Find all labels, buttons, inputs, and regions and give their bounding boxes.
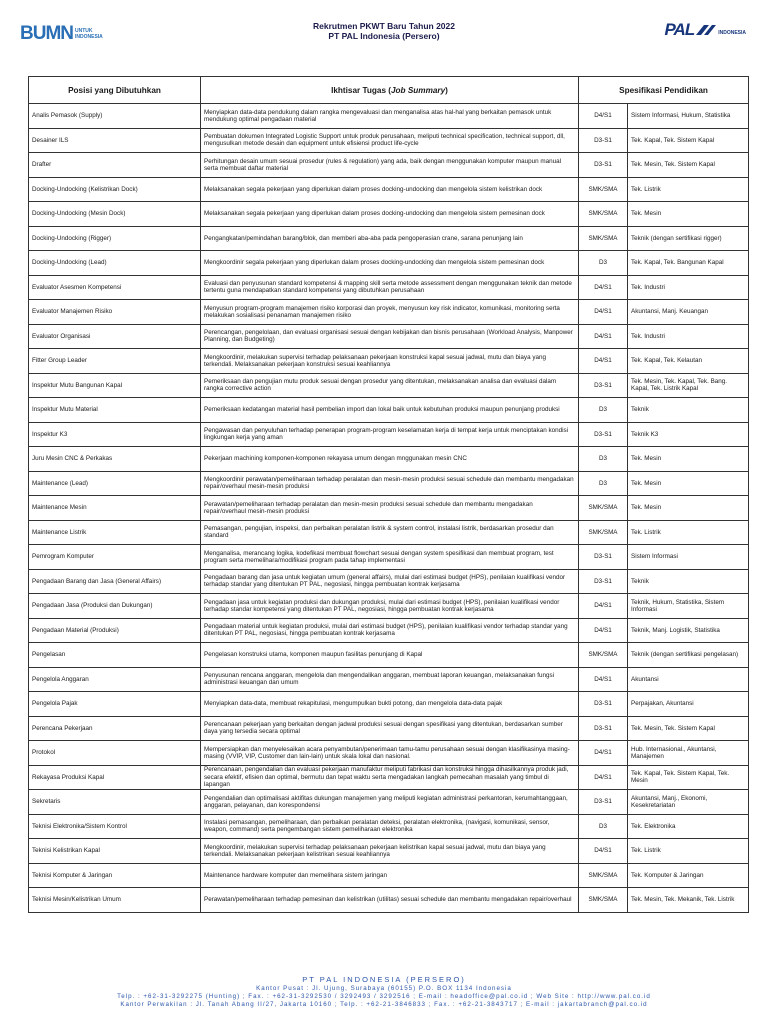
education-level-cell: SMK/SMA [579,863,628,888]
bumn-logo-word: BUMN [20,23,73,44]
position-cell: Evaluator Asesmen Kompetensi [29,275,201,300]
education-major-cell: Tek. Industri [628,324,749,349]
position-cell: Docking-Undocking (Lead) [29,251,201,276]
job-summary-cell: Pengadaan barang dan jasa untuk kegiatan umum (general affairs), mulai dari estimasi budget (HPS), penilaian kualifikasi vendor terhadap standar yang ditentukan PT PAL, negosiasi, hingga pembuatan kontrak kerjasama [201,569,579,594]
table-row [29,153,749,178]
education-level-cell: D4/S1 [579,324,628,349]
job-summary-cell: Perencanaan, pengendalian dan evaluasi pekerjaan manufaktur meliputi fabrikasi dan konstruksi hingga dihasilkannya produk jadi, secara efektif, efisien dan optimal, bermutu dan tepat waktu serta mengadakan langkah pemecahan masalah yang timbul di lapangan [201,765,579,790]
position-cell: Docking-Undocking (Kelistrikan Dock) [29,177,201,202]
position-cell: Inspektur K3 [29,422,201,447]
position-cell: Pengadaan Jasa (Produksi dan Dukungan) [29,594,201,619]
position-cell: Inspektur Mutu Material [29,398,201,423]
education-level-cell: D3-S1 [579,422,628,447]
position-cell: Teknisi Komputer & Jaringan [29,863,201,888]
position-cell: Perencana Pekerjaan [29,716,201,741]
job-summary-cell: Perawatan/pemeliharaan terhadap pemesinan dan kelistrikan (utilitas) sesuai schedule dan membantu mengadakan repair/overhaul [201,888,579,913]
position-cell: Evaluator Manajemen Risiko [29,300,201,325]
education-level-cell: SMK/SMA [579,643,628,668]
footer-branch-office: Kantor Perwakilan : Jl. Tanah Abang II/27, Jakarta 10160 ; Telp. : +62-21-3846833 ; Fax. : +62-21-3843717 ; E-mail : jakartabranch@pal.co.id [120,1001,648,1008]
footer-head-office: Kantor Pusat : Jl. Ujung, Surabaya (60155) P.O. BOX 1134 Indonesia [256,985,512,992]
education-level-cell: D3-S1 [579,373,628,398]
position-cell: Docking-Undocking (Rigger) [29,226,201,251]
education-major-cell: Tek. Mesin [628,496,749,521]
education-level-cell: D3-S1 [579,128,628,153]
education-level-cell: D3 [579,471,628,496]
job-summary-cell: Mengkoordinir perawatan/pemeliharaan terhadap peralatan dan mesin-mesin produksi sesuai schedule dan membantu mengadakan repair/overhaul mesin-mesin produksi [201,471,579,496]
position-cell: Evaluator Organisasi [29,324,201,349]
position-cell: Teknisi Elektronika/Sistem Kontrol [29,814,201,839]
education-level-cell: D4/S1 [579,104,628,129]
education-level-cell: D4/S1 [579,839,628,864]
education-level-cell: D3 [579,447,628,472]
position-cell: Pengelola Anggaran [29,667,201,692]
education-level-cell: D4/S1 [579,594,628,619]
table-row [29,863,749,888]
table-row [29,275,749,300]
education-level-cell: D4/S1 [579,667,628,692]
table-row [29,349,749,374]
education-major-cell: Tek. Komputer & Jaringan [628,863,749,888]
job-summary-cell: Menyiapkan data-data, membuat rekapitulasi, mengumpulkan bukti potong, dan mengelola data-data pajak [201,692,579,717]
bumn-logo-subtitle: UNTUK INDONESIA [75,27,103,40]
education-major-cell: Teknik, Manj. Logistik, Statistika [628,618,749,643]
education-major-cell: Tek. Kapal, Tek. Kelautan [628,349,749,374]
table-row [29,104,749,129]
position-cell: Inspektur Mutu Bangunan Kapal [29,373,201,398]
position-cell: Juru Mesin CNC & Perkakas [29,447,201,472]
job-summary-cell: Pemeriksaan kedatangan material hasil pembelian import dan lokal baik untuk kebutuhan produksi maupun penunjang produksi [201,398,579,423]
education-level-cell: D3-S1 [579,692,628,717]
table-row [29,300,749,325]
education-level-cell: SMK/SMA [579,177,628,202]
education-level-cell: D4/S1 [579,765,628,790]
education-major-cell: Tek. Industri [628,275,749,300]
position-cell: Maintenance (Lead) [29,471,201,496]
title-line-1: Rekrutmen PKWT Baru Tahun 2022 [312,21,455,31]
table-row [29,496,749,521]
job-summary-cell: Menyiapkan data-data pendukung dalam rangka mengevaluasi dan menganalisa atas hal-hal yang berkaitan pemasok untuk mendukung optimal pengadaan material [201,104,579,129]
job-summary-cell: Menyusun program-program manajemen risiko korporasi dan proyek, menyusun key risk indicator, komunikasi, monitoring serta melakukan sosialisasi penanaman manajemen risiko [201,300,579,325]
education-major-cell: Tek. Mesin [628,202,749,227]
position-cell: Teknisi Mesin/Kelistrikan Umum [29,888,201,913]
table-row [29,765,749,790]
education-major-cell: Tek. Kapal, Tek. Bangunan Kapal [628,251,749,276]
header-ikhtisar: Ikhtisar Tugas (Job Summary) [201,77,579,104]
position-cell: Maintenance Listrik [29,520,201,545]
position-cell: Pengadaan Material (Produksi) [29,618,201,643]
page-header [0,0,768,52]
education-major-cell: Hub. Internasional., Akuntansi, Manajemen [628,741,749,766]
table-row [29,520,749,545]
education-major-cell: Tek. Mesin, Tek. Kapal, Tek. Bang. Kapal, Tek. Listrik Kapal [628,373,749,398]
table-row [29,398,749,423]
education-major-cell: Perpajakan, Akuntansi [628,692,749,717]
education-level-cell: D3-S1 [579,790,628,815]
pal-swoosh-icon [695,23,717,37]
position-cell: Pemrogram Komputer [29,545,201,570]
job-summary-cell: Pemeriksaan dan pengujian mutu produk sesuai dengan prosedur yang ditentukan, melaksanakan analisa dan evaluasi dalam rangka corrective action [201,373,579,398]
job-summary-cell: Penyusunan rencana anggaran, mengelola dan mengendalikan anggaran, membuat laporan keuangan, melaksanakan fungsi administrasi keuangan dan umum [201,667,579,692]
education-level-cell: SMK/SMA [579,520,628,545]
table-row [29,814,749,839]
education-major-cell: Tek. Kapal, Tek. Sistem Kapal [628,128,749,153]
job-summary-cell: Perencanaan pekerjaan yang berkaitan dengan jadwal produksi sesuai dengan spesifikasi yang ditentukan, berdasarkan sumber daya yang tersedia secara optimal [201,716,579,741]
job-summary-cell: Melaksanakan segala pekerjaan yang diperlukan dalam proses docking-undocking dan mengelola sistem pemesinan dock [201,202,579,227]
table-row [29,569,749,594]
job-summary-cell: Pengendalian dan optimalisasi aktifitas dukungan manajemen yang meliputi kegiatan administrasi perkantoran, kerumahtanggaan, anggaran, pelayanan, dan korespondensi [201,790,579,815]
education-major-cell: Tek. Mesin, Tek. Mekanik, Tek. Listrik [628,888,749,913]
education-level-cell: D3-S1 [579,153,628,178]
table-header-row [29,77,749,104]
education-major-cell: Tek. Elektronika [628,814,749,839]
education-level-cell: D3-S1 [579,716,628,741]
table-row [29,667,749,692]
table-row [29,373,749,398]
education-major-cell: Teknik (dengan sertifikasi pengelasan) [628,643,749,668]
page-footer [0,975,768,1009]
education-major-cell: Akuntansi [628,667,749,692]
job-summary-cell: Mempersiapkan dan menyelesaikan acara penyambutan/penerimaan tamu-tamu perusahaan sesuai dengan klasifikasinya masing-masing (VVIP, VIP, Customer dan lain-lain) untuk skala lokal dan nasional. [201,741,579,766]
table-row [29,324,749,349]
table-row [29,202,749,227]
footer-contact: Telp. : +62-31-3292275 (Hunting) ; Fax. : +62-31-3292530 / 3292493 / 3292516 ; E-mail : headoffice@pal.co.id ; Web Site : http://www.pal.co.id [117,993,651,1000]
position-cell: Protokol [29,741,201,766]
position-cell: Drafter [29,153,201,178]
job-summary-cell: Menganalisa, merancang logika, kodefikasi membuat flowchart sesuai dengan system spesifikasi dan membuat program, test program serta memelihara/modifikasi program pada tahap implementasi [201,545,579,570]
job-summary-cell: Melaksanakan segala pekerjaan yang diperlukan dalam proses docking-undocking dan mengelola sistem kelistrikan dock [201,177,579,202]
position-cell: Sekretaris [29,790,201,815]
education-level-cell: D4/S1 [579,741,628,766]
position-cell: Fitter Group Leader [29,349,201,374]
job-summary-cell: Mengkoordinir, melakukan supervisi terhadap pelaksanaan pekerjaan konstruksi kapal sesuai jadwal, mutu dan biaya yang terkendali. Melaksanakan pekerjaan konstruksi sesuai keahliannya [201,349,579,374]
position-cell: Rekayasa Produksi Kapal [29,765,201,790]
education-major-cell: Akuntansi, Manj. Keuangan [628,300,749,325]
education-major-cell: Sistem Informasi [628,545,749,570]
education-level-cell: D4/S1 [579,349,628,374]
education-major-cell: Teknik K3 [628,422,749,447]
education-level-cell: D4/S1 [579,618,628,643]
position-cell: Docking-Undocking (Mesin Dock) [29,202,201,227]
position-cell: Pengelola Pajak [29,692,201,717]
education-level-cell: SMK/SMA [579,496,628,521]
job-summary-cell: Pembuatan dokumen Integrated Logistic Support untuk produk perusahaan, meliputi technical specification, technical support, dll, mengusulkan metode desain dan equipment untuk efisiensi product life-cycle [201,128,579,153]
table-row [29,226,749,251]
position-cell: Pengadaan Barang dan Jasa (General Affairs) [29,569,201,594]
pal-logo-word: PAL [664,20,695,39]
education-major-cell: Tek. Mesin, Tek. Sistem Kapal [628,716,749,741]
education-major-cell: Teknik, Hukum, Statistika, Sistem Informasi [628,594,749,619]
job-summary-cell: Pekerjaan machining komponen-komponen rekayasa umum dengan mnggunakan mesin CNC [201,447,579,472]
education-level-cell: SMK/SMA [579,202,628,227]
education-major-cell: Tek. Mesin [628,447,749,472]
table-row [29,643,749,668]
job-summary-cell: Pengadaan material untuk kegiatan produksi, mulai dari estimasi budget (HPS), penilaian kualifikasi vendor terhadap standar yang ditentukan PT PAL, negosiasi, hingga pembuatan kontrak kerjasama [201,618,579,643]
job-summary-cell: Pemasangan, pengujian, inspeksi, dan perbaikan peralatan listrik & system control, instalasi listrik, berdasarkan prosedur dan standard [201,520,579,545]
education-major-cell: Teknik [628,398,749,423]
education-major-cell: Tek. Listrik [628,177,749,202]
table-row [29,594,749,619]
pal-logo-subtitle: INDONESIA [718,29,746,36]
education-level-cell: D3-S1 [579,545,628,570]
education-major-cell: Teknik [628,569,749,594]
header-posisi: Posisi yang Dibutuhkan [29,77,201,104]
education-major-cell: Tek. Mesin [628,471,749,496]
job-summary-cell: Evaluasi dan penyusunan standard kompetensi & mapping skill serta metode assessment dengan menggunakan teknik dan metode tertentu guna mendapatkan standard kompetensi yang dibutuhkan perusahaan [201,275,579,300]
table-row [29,447,749,472]
positions-table [28,76,749,913]
job-summary-cell: Pengelasan konstruksi utama, komponen maupun fasilitas penunjang di Kapal [201,643,579,668]
header-spesifikasi: Spesifikasi Pendidikan [579,77,749,104]
pal-logo [664,21,746,38]
education-major-cell: Tek. Listrik [628,520,749,545]
education-major-cell: Teknik (dengan sertifikasi rigger) [628,226,749,251]
job-summary-cell: Instalasi pemasangan, pemeliharaan, dan perbaikan peralatan deteksi, peralatan elektronika, (navigasi, komunikasi, sensor, weapon, command) serta pengembangan sistem pemeliharaan elektronika [201,814,579,839]
table-row [29,888,749,913]
job-summary-cell: Perawatan/pemeliharaan terhadap peralatan dan mesin-mesin produksi sesuai schedule dan membantu mengadakan repair/overhaul mesin-mesin produksi [201,496,579,521]
education-level-cell: D3 [579,814,628,839]
job-summary-cell: Perencangan, pengelolaan, dan evaluasi organisasi sesuai dengan kebijakan dan bisnis perusahaan (Workload Analysis, Manpower Planning, dan Budgeting) [201,324,579,349]
education-level-cell: D3 [579,251,628,276]
education-major-cell: Sistem Informasi, Hukum, Statistika [628,104,749,129]
education-level-cell: D3-S1 [579,569,628,594]
education-major-cell: Tek. Listrik [628,839,749,864]
table-row [29,471,749,496]
education-major-cell: Akuntansi, Manj., Ekonomi, Kesekretariatan [628,790,749,815]
position-cell: Desainer ILS [29,128,201,153]
document-title [0,21,768,44]
job-summary-cell: Pengawasan dan penyuluhan terhadap penerapan program-program keselamatan kerja di tempat kerja untuk menciptakan kondisi lingkungan kerja yang aman [201,422,579,447]
position-cell: Maintenance Mesin [29,496,201,521]
education-major-cell: Tek. Mesin, Tek. Sistem Kapal [628,153,749,178]
table-row [29,839,749,864]
footer-company: PT PAL INDONESIA (PERSERO) [302,975,466,984]
table-row [29,545,749,570]
education-level-cell: D3 [579,398,628,423]
job-summary-cell: Perhitungan desain umum sesuai prosedur (rules & regulation) yang ada, baik dengan menggunakan komputer maupun manual serta membuat daftar material [201,153,579,178]
job-summary-cell: Pengadaan jasa untuk kegiatan produksi dan dukungan produksi, mulai dari estimasi budget (HPS), penilaian kualifikasi vendor terhadap standar kompetensi yang ditentukan PT PAL, negosiasi, hingga pembuatan kontrak kerjasama [201,594,579,619]
title-line-2: PT PAL Indonesia (Persero) [328,31,440,41]
table-row [29,251,749,276]
position-cell: Teknisi Kelistrikan Kapal [29,839,201,864]
table-row [29,177,749,202]
job-summary-cell: Maintenance hardware komputer dan memelihara sistem jaringan [201,863,579,888]
table-row [29,618,749,643]
table-row [29,128,749,153]
table-row [29,741,749,766]
table-row [29,790,749,815]
position-cell: Pengelasan [29,643,201,668]
education-level-cell: SMK/SMA [579,226,628,251]
job-summary-cell: Mengkoordinir, melakukan supervisi terhadap pelaksanaan pekerjaan kelistrikan kapal sesuai jadwal, mutu dan biaya yang terkendali. Melaksanakan pekerjaan kelistrikan sesuai keahliannya [201,839,579,864]
job-summary-cell: Mengkoordinir segala pekerjaan yang diperlukan dalam proses docking-undocking dan mengelola sistem pemesinan dock [201,251,579,276]
table-row [29,716,749,741]
education-level-cell: D4/S1 [579,275,628,300]
job-summary-cell: Pengangkatan/pemindahan barang/blok, dan memberi aba-aba pada pengoperasian crane, sarana penunjang lain [201,226,579,251]
table-row [29,692,749,717]
table-row [29,422,749,447]
education-major-cell: Tek. Kapal, Tek. Sistem Kapal, Tek. Mesin [628,765,749,790]
position-cell: Analis Pemasok (Supply) [29,104,201,129]
education-level-cell: SMK/SMA [579,888,628,913]
education-level-cell: D4/S1 [579,300,628,325]
